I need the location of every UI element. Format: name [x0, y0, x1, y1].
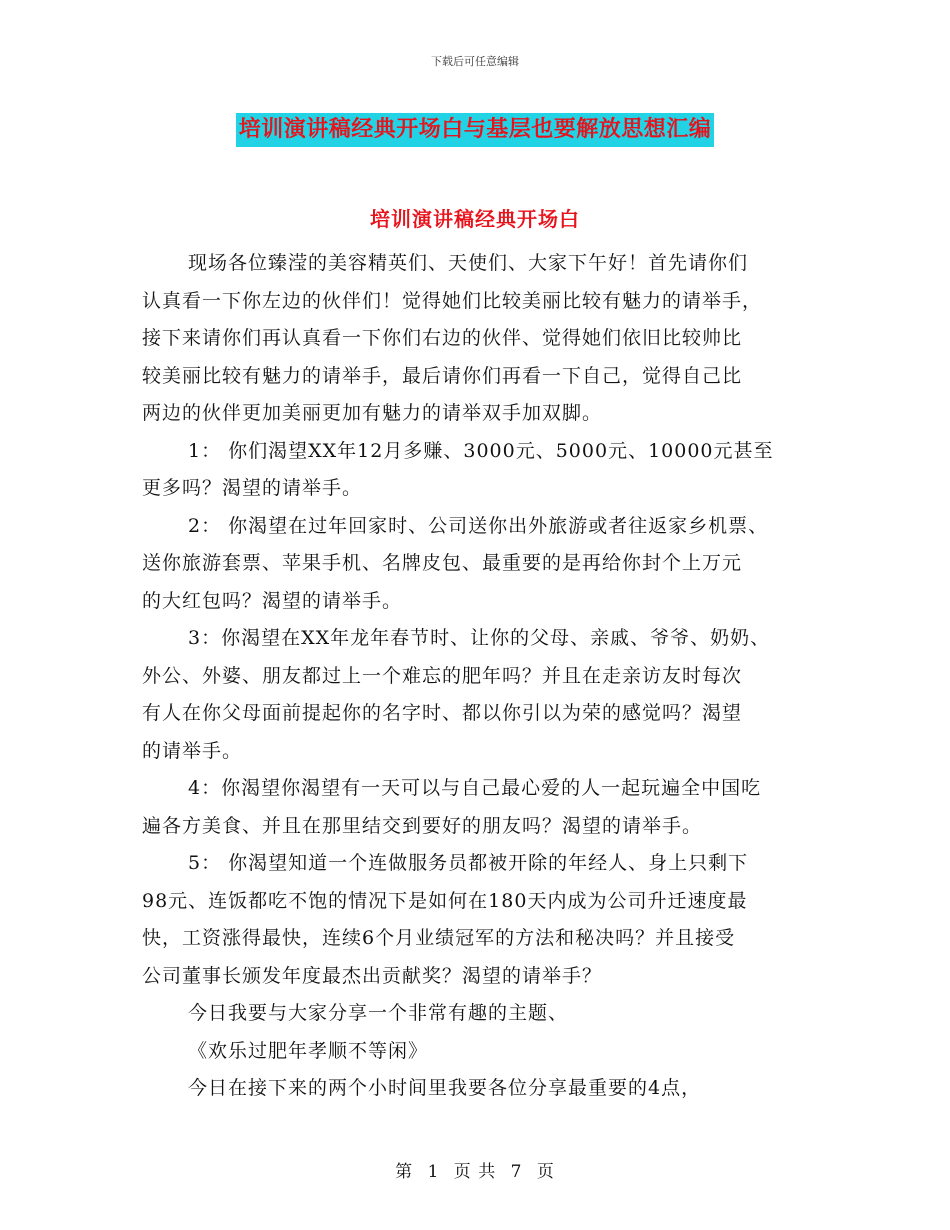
section-title: 培训演讲稿经典开场白	[370, 207, 580, 231]
paragraph-line: 公司董事长颁发年度最杰出贡献奖？渴望的请举手？	[142, 964, 603, 987]
paragraph-line: 较美丽比较有魅力的请举手，最后请你们再看一下自己，觉得自己比	[142, 364, 743, 387]
paragraph-line: 两边的伙伴更加美丽更加有魅力的请举双手加双脚。	[142, 402, 603, 424]
footer-prefix: 第	[395, 1162, 414, 1182]
paragraph-line: 的大红包吗？渴望的请举手。	[142, 589, 403, 612]
paragraph-line: 4：你渴望你渴望有一天可以与自己最心爱的人一起玩遍全中国吃	[188, 777, 762, 799]
paragraph-line: 5： 你渴望知道一个连做服务员都被开除的年经人、身上只剩下	[188, 852, 749, 874]
footer-mid: 页 共	[453, 1162, 497, 1182]
paragraph-line: 接下来请你们再认真看一下你们右边的伙伴、觉得她们依旧比较帅比	[142, 327, 743, 349]
paragraph-line: 现场各位臻滢的美容精英们、天使们、大家下午好！首先请你们	[188, 252, 749, 274]
paragraph-line: 更多吗？渴望的请举手。	[142, 477, 363, 499]
paragraph-line: 外公、外婆、朋友都过上一个难忘的肥年吗？并且在走亲访友时每次	[142, 664, 743, 687]
paragraph-line: 快，工资涨得最快，连续6个月业绩冠军的方法和秘决吗？并且接受	[142, 927, 736, 949]
paragraph-line: 有人在你父母面前提起你的名字时、都以你引以为荣的感觉吗？渴望	[142, 702, 743, 724]
paragraph-line: 今日我要与大家分享一个非常有趣的主题、	[188, 1002, 569, 1024]
page-footer	[0, 1157, 950, 1182]
paragraph-line: 遍各方美食、并且在那里结交到要好的朋友吗？渴望的请举手。	[142, 814, 703, 837]
footer-page-number: 1	[427, 1162, 440, 1182]
paragraph-line: 送你旅游套票、苹果手机、名牌皮包、最重要的是再给你封个上万元	[142, 552, 743, 574]
header-note: 下载后可任意编辑	[431, 55, 519, 68]
paragraph-line: 《欢乐过肥年孝顺不等闲》	[188, 1039, 429, 1062]
footer-total-pages: 7	[510, 1162, 523, 1182]
body-text	[142, 245, 827, 1108]
paragraph-line: 98元、连饭都吃不饱的情况下是如何在180天内成为公司升迁速度最	[142, 889, 748, 912]
paragraph-line: 1： 你们渴望XX年12月多赚、3000元、5000元、10000元甚至	[188, 439, 774, 462]
footer-suffix: 页	[536, 1162, 555, 1182]
main-title-wrap	[0, 113, 950, 147]
paragraph-line: 2： 你渴望在过年回家时、公司送你出外旅游或者往返家乡机票、	[188, 514, 769, 537]
paragraph-line: 认真看一下你左边的伙伴们！觉得她们比较美丽比较有魅力的请举手，	[142, 289, 763, 312]
paragraph-line: 3：你渴望在XX年龙年春节时、让你的父母、亲戚、爷爷、奶奶、	[188, 627, 771, 649]
main-title: 培训演讲稿经典开场白与基层也要解放思想汇编	[236, 113, 715, 147]
paragraph-line: 今日在接下来的两个小时间里我要各位分享最重要的4点，	[188, 1077, 702, 1099]
paragraph-line: 的请举手。	[142, 739, 243, 762]
